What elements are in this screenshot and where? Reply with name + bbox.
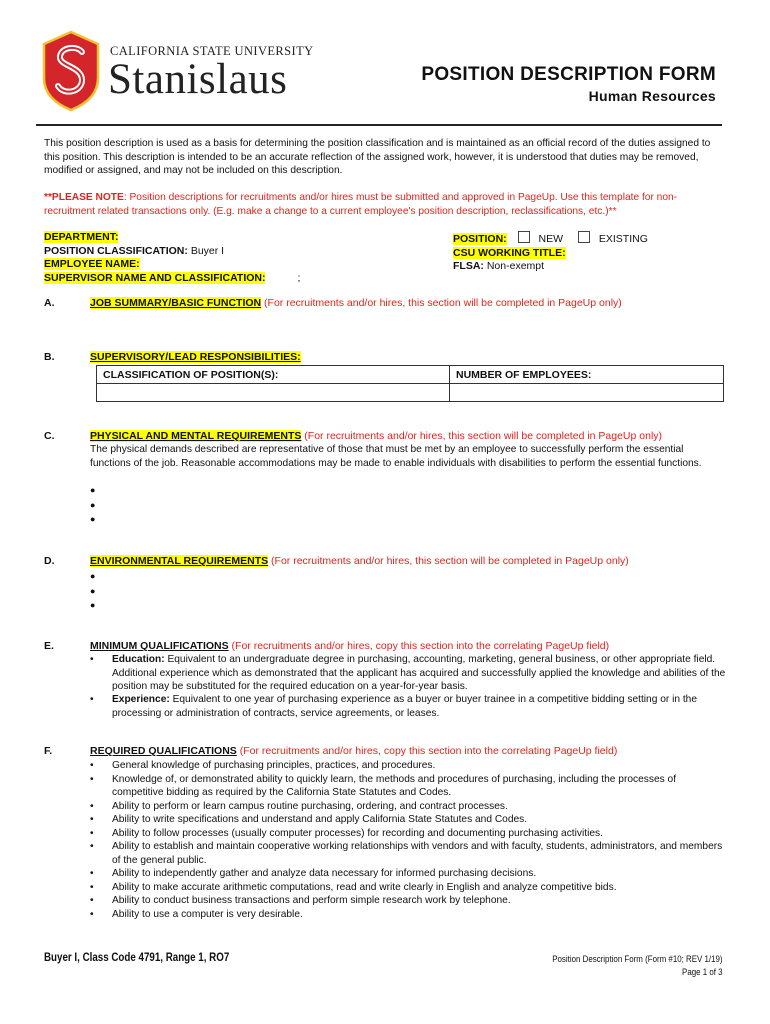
section-f-heading bbox=[90, 745, 617, 757]
existing-label: EXISTING bbox=[598, 233, 648, 245]
list-item bbox=[90, 867, 726, 881]
section-c-bullets bbox=[90, 483, 95, 527]
form-title: POSITION DESCRIPTION FORM bbox=[421, 64, 716, 85]
list-item bbox=[90, 827, 726, 841]
flsa-label: FLSA: bbox=[453, 260, 484, 272]
university-logo-icon bbox=[42, 30, 100, 112]
flsa-value[interactable]: Non-exempt bbox=[486, 260, 545, 272]
list-item-text: Knowledge of, or demonstrated ability to quickly learn, the methods and procedures of purchasing, including the processes of competitive bidding as required by the California State Statutes and Codes. bbox=[112, 773, 677, 798]
footer-class-code: Buyer I, Class Code 4791, Range 1, RO7 bbox=[44, 952, 230, 964]
section-e-note: (For recruitments and/or hires, copy this section into the correlating PageUp field) bbox=[228, 640, 610, 652]
section-d-letter: D. bbox=[44, 555, 55, 567]
footer-form-info bbox=[553, 953, 723, 979]
section-f-note: (For recruitments and/or hires, copy this section into the correlating PageUp field) bbox=[236, 745, 618, 757]
position-label: POSITION: bbox=[453, 233, 507, 245]
section-d-note: (For recruitments and/or hires, this section will be completed in PageUp only) bbox=[268, 555, 629, 567]
bullet: • bbox=[90, 841, 94, 852]
new-label: NEW bbox=[538, 233, 564, 245]
section-c-body: The physical demands described are representative of those that must be met by an employee to successfully perform the essential functions of the job. Reasonable accommodations may be made to enable individuals with disabilities to perform the essential functions. bbox=[90, 444, 702, 469]
list-item-text: Ability to use a computer is very desirable. bbox=[112, 908, 303, 920]
section-e-heading bbox=[90, 640, 609, 652]
classification-cell[interactable] bbox=[97, 384, 450, 402]
footer-form-revision: Position Description Form (Form #10; REV 1/19) bbox=[552, 954, 723, 964]
bullet: • bbox=[90, 773, 94, 785]
employees-column-header: NUMBER OF EMPLOYEES: bbox=[450, 366, 724, 384]
section-c-title: PHYSICAL AND MENTAL REQUIREMENTS bbox=[90, 430, 302, 442]
supervisor-label: SUPERVISOR NAME AND CLASSIFICATION: bbox=[44, 271, 266, 284]
section-a-heading bbox=[90, 297, 622, 309]
section-a-letter: A. bbox=[44, 297, 55, 309]
fields-right bbox=[453, 231, 733, 274]
classification-label: POSITION CLASSIFICATION: bbox=[44, 244, 188, 257]
section-c-heading bbox=[90, 430, 662, 442]
fields-left bbox=[44, 231, 300, 285]
classification-value[interactable]: Buyer I bbox=[190, 244, 225, 257]
section-a-title: JOB SUMMARY/BASIC FUNCTION bbox=[90, 297, 262, 309]
education-text: Equivalent to an undergraduate degree in purchasing, accounting, marketing, general business, or other appropriate field. Additional experience which as demonstrated that the applicant has acquired and successfully applied the knowledge and abilities of the position may be substituted for the required education on a year-for-year basis. bbox=[112, 654, 726, 692]
bullet: • bbox=[90, 895, 94, 906]
section-f-letter: F. bbox=[44, 745, 53, 757]
experience-text: Equivalent to one year of purchasing experience as a buyer or buyer trainee in a competitive bidding setting or in the processing or administration of contracts, service agreements, or leases. bbox=[112, 694, 698, 719]
section-c-letter: C. bbox=[44, 430, 55, 442]
list-item-text: Ability to establish and maintain cooperative working relationships with vendors and with faculty, students, administrators, and members of the general public. bbox=[112, 841, 723, 866]
list-item bbox=[90, 800, 726, 814]
section-b-heading bbox=[90, 351, 301, 363]
intro-paragraph: This position description is used as a basis for determining the position classification and is maintained as an official record of the duties assigned to this position. This description is intended to be an accurate reflection of the assigned work, however, it is understood that duties may be removed, modified or assigned, and may not be included on this description. bbox=[44, 138, 711, 176]
bullet: • bbox=[90, 868, 94, 879]
supervisor-value[interactable]: ; bbox=[297, 271, 301, 284]
page-number: Page 1 of 3 bbox=[682, 967, 723, 977]
department-label: DEPARTMENT: bbox=[44, 231, 119, 243]
list-item: ● bbox=[90, 514, 96, 524]
section-f-title: REQUIRED QUALIFICATIONS bbox=[90, 745, 237, 757]
required-qualifications-list bbox=[90, 759, 726, 921]
section-a-note: (For recruitments and/or hires, this section will be completed in PageUp only) bbox=[261, 297, 622, 309]
bullet: • bbox=[90, 760, 94, 771]
new-checkbox[interactable] bbox=[518, 231, 530, 243]
supervisory-table bbox=[96, 365, 724, 402]
list-item-text: General knowledge of purchasing principles, practices, and procedures. bbox=[112, 760, 436, 771]
list-item bbox=[90, 894, 726, 908]
list-item bbox=[90, 881, 726, 895]
bullet: • bbox=[90, 827, 94, 839]
university-name: Stanislaus bbox=[108, 56, 288, 103]
section-b-letter: B. bbox=[44, 351, 55, 363]
employees-cell[interactable] bbox=[450, 384, 724, 402]
section-e-title: MINIMUM QUALIFICATIONS bbox=[90, 640, 229, 652]
list-item bbox=[90, 773, 726, 800]
list-item: ● bbox=[90, 571, 96, 581]
list-item: ● bbox=[90, 600, 96, 610]
note-label: **PLEASE NOTE bbox=[44, 192, 124, 203]
section-e-letter: E. bbox=[44, 640, 54, 652]
list-item-text: Ability to write specifications and understand and apply California State Statutes and Codes. bbox=[112, 814, 528, 825]
header-divider bbox=[36, 124, 722, 126]
bullet: • bbox=[90, 654, 94, 665]
list-item bbox=[90, 813, 726, 827]
bullet: • bbox=[90, 881, 94, 893]
list-item bbox=[90, 908, 726, 922]
list-item: ● bbox=[90, 499, 96, 510]
note-text: : Position descriptions for recruitments and/or hires must be submitted and approved in PageUp. Use this template for non-recruitment related transactions only. (E.g. make a change to a current employee's position description, reclassifications, etc.)** bbox=[44, 192, 678, 217]
university-line: CALIFORNIA STATE UNIVERSITY bbox=[110, 44, 314, 58]
list-item-text: Ability to make accurate arithmetic computations, read and write clearly in English and analyze competitive bids. bbox=[112, 881, 617, 893]
list-item bbox=[90, 840, 726, 867]
bullet: • bbox=[90, 814, 94, 825]
bullet: • bbox=[90, 908, 94, 920]
experience-label: Experience: bbox=[112, 694, 170, 705]
list-item: ● bbox=[90, 485, 96, 495]
section-d-heading bbox=[90, 555, 629, 567]
please-note bbox=[44, 191, 726, 218]
list-item-text: Ability to follow processes (usually computer processes) for recording and documenting purchasing activities. bbox=[112, 827, 603, 839]
education-label: Education: bbox=[112, 654, 165, 665]
section-c-note: (For recruitments and/or hires, this section will be completed in PageUp only) bbox=[301, 430, 663, 442]
section-d-bullets bbox=[90, 569, 95, 613]
working-title-label: CSU WORKING TITLE: bbox=[453, 246, 566, 259]
existing-checkbox[interactable] bbox=[578, 231, 590, 243]
bullet: • bbox=[90, 694, 94, 705]
classification-column-header: CLASSIFICATION OF POSITION(S): bbox=[97, 366, 450, 384]
list-item-text: Ability to independently gather and analyze data necessary for informed purchasing decisions. bbox=[112, 868, 537, 879]
list-item-text: Ability to perform or learn campus routine purchasing, ordering, and contract processes. bbox=[112, 800, 508, 812]
employee-name-label: EMPLOYEE NAME: bbox=[44, 258, 140, 270]
list-item bbox=[90, 693, 726, 720]
bullet: • bbox=[90, 800, 94, 812]
section-b-title: SUPERVISORY/LEAD RESPONSIBILITIES: bbox=[90, 351, 301, 363]
list-item bbox=[90, 759, 726, 773]
section-d-title: ENVIRONMENTAL REQUIREMENTS bbox=[90, 555, 269, 567]
form-subtitle: Human Resources bbox=[588, 88, 716, 104]
list-item: ● bbox=[90, 585, 96, 596]
list-item-text: Ability to conduct business transactions and perform simple research work by telephone. bbox=[112, 895, 511, 906]
list-item bbox=[90, 653, 726, 694]
